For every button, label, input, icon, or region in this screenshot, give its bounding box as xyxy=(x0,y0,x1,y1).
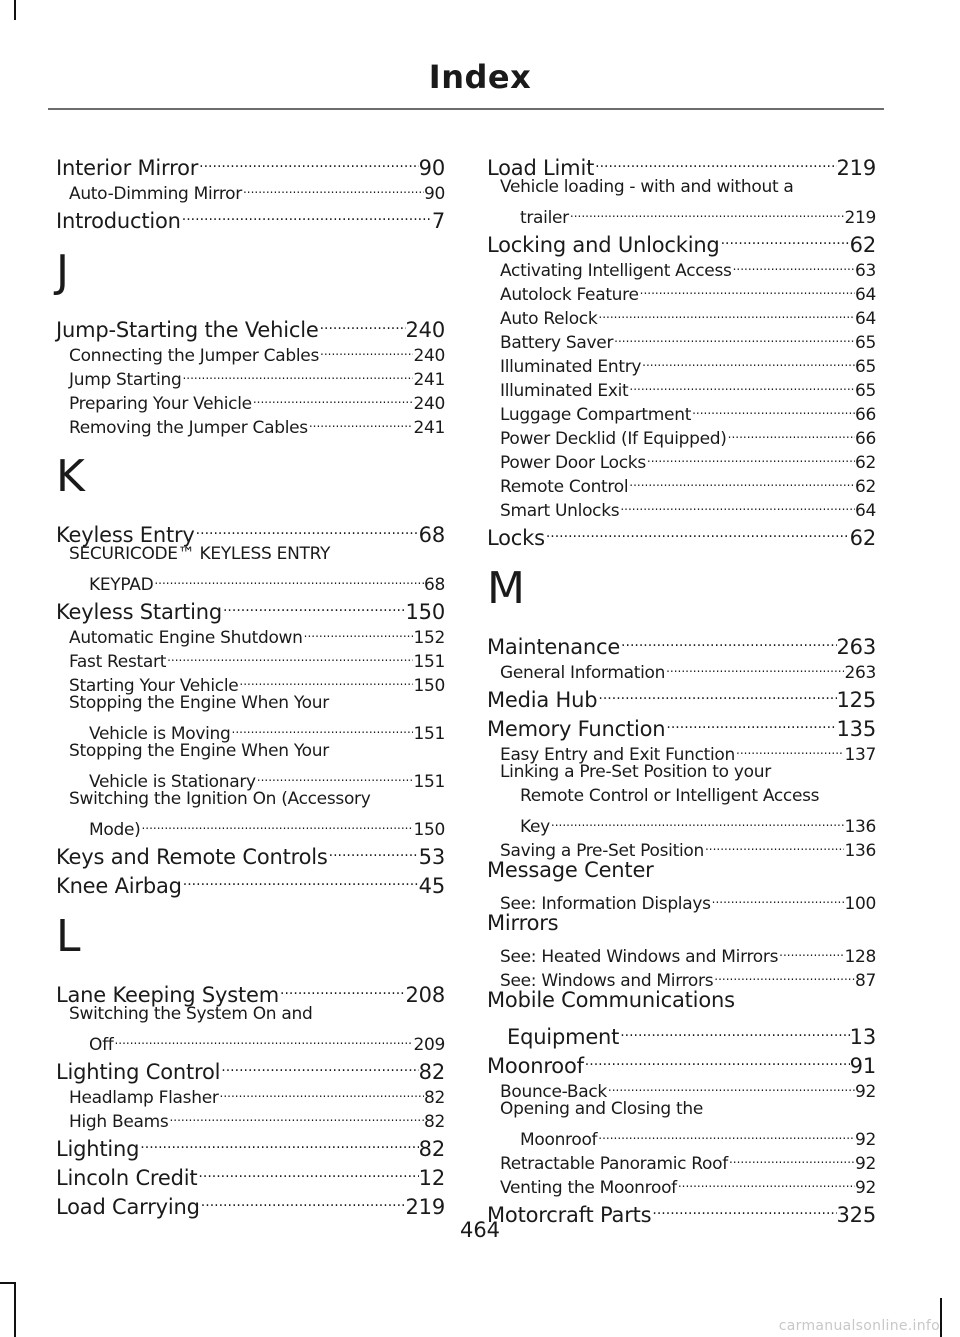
dot-leader xyxy=(732,252,855,276)
dot-leader xyxy=(646,444,855,468)
dot-leader xyxy=(569,199,845,223)
entry-label: See: Windows and Mirrors xyxy=(500,971,714,991)
index-subentry xyxy=(487,962,876,991)
dot-leader xyxy=(139,1127,418,1156)
entry-label: Locking and Unlocking xyxy=(487,233,720,257)
entry-page-number: 63 xyxy=(854,261,876,281)
index-subentry xyxy=(487,468,876,497)
entry-label: See: Heated Windows and Mirrors xyxy=(500,947,779,967)
index-entry xyxy=(487,707,876,741)
entry-label: Moonroof xyxy=(487,1054,584,1078)
entry-label: Luggage Compartment xyxy=(500,405,692,425)
dot-leader xyxy=(720,223,850,252)
index-subentry xyxy=(487,175,876,228)
index-column-left xyxy=(56,146,445,1219)
dot-leader xyxy=(319,337,413,361)
section-letter: L xyxy=(56,911,81,962)
dot-leader xyxy=(704,832,844,856)
entry-page-number: 136 xyxy=(844,841,876,861)
index-subentry xyxy=(487,324,876,353)
dot-leader xyxy=(303,619,414,643)
entry-label: Switching the Ignition On (Accessory xyxy=(69,789,371,809)
index-entry xyxy=(56,513,445,547)
index-subentry xyxy=(487,1145,876,1174)
entry-page-number: 91 xyxy=(849,1054,876,1078)
index-subentry xyxy=(487,300,876,329)
entry-page-number: 151 xyxy=(413,652,445,672)
entry-label: Smart Unlocks xyxy=(500,501,620,521)
index-entry xyxy=(487,516,876,550)
index-subentry xyxy=(487,736,876,765)
entry-label: SECURICODE™ KEYLESS ENTRY xyxy=(69,544,331,564)
entry-label: Mirrors xyxy=(487,911,559,935)
dot-leader xyxy=(665,707,836,736)
entry-page-number: 208 xyxy=(405,983,445,1007)
entry-page-number: 92 xyxy=(854,1154,876,1174)
entry-label: Vehicle is Moving xyxy=(89,724,231,744)
watermark: carmanualsonline.info xyxy=(778,1318,940,1334)
entry-label: Preparing Your Vehicle xyxy=(69,394,252,414)
entry-page-number: 137 xyxy=(844,745,876,765)
index-subentry xyxy=(56,667,445,696)
entry-page-number: 53 xyxy=(418,845,445,869)
entry-label: Venting the Moonroof xyxy=(500,1178,677,1198)
index-subentry xyxy=(56,643,445,672)
index-entry xyxy=(56,146,445,180)
entry-page-number: 240 xyxy=(413,394,445,414)
index-subentry xyxy=(487,348,876,377)
entry-label-continued xyxy=(69,1026,445,1055)
dot-leader xyxy=(198,146,419,175)
entry-label: Removing the Jumper Cables xyxy=(69,418,308,438)
entry-page-number: 12 xyxy=(418,1166,445,1190)
index-subentry xyxy=(56,619,445,648)
dot-leader xyxy=(607,1073,855,1097)
dot-leader xyxy=(665,654,844,678)
entry-label-continued xyxy=(500,199,876,228)
entry-page-number: 219 xyxy=(836,156,876,180)
crop-mark xyxy=(0,1282,16,1284)
dot-leader xyxy=(727,420,855,444)
index-subentry xyxy=(487,252,876,281)
entry-label-continued xyxy=(69,566,445,595)
index-subentry xyxy=(56,542,445,595)
entry-page-number: 65 xyxy=(854,333,876,353)
dot-leader xyxy=(238,667,413,691)
dot-leader xyxy=(231,715,414,739)
entry-page-number: 13 xyxy=(849,1025,876,1049)
entry-label: Opening and Closing the xyxy=(500,1099,704,1119)
entry-label: Interior Mirror xyxy=(56,156,199,180)
entry-page-number: 64 xyxy=(854,285,876,305)
entry-label: Retractable Panoramic Roof xyxy=(500,1154,728,1174)
entry-label: Motorcraft Parts xyxy=(487,1203,652,1227)
index-subentry xyxy=(487,372,876,401)
index-entry xyxy=(56,199,445,233)
dot-leader xyxy=(597,300,855,324)
entry-page-number: 45 xyxy=(418,874,445,898)
entry-label: Lincoln Credit xyxy=(56,1166,198,1190)
entry-label: Fast Restart xyxy=(69,652,167,672)
dot-leader xyxy=(195,513,419,542)
entry-label: Memory Function xyxy=(487,717,666,741)
entry-page-number: 219 xyxy=(844,208,876,228)
dot-leader xyxy=(641,348,855,372)
entry-label-continued xyxy=(69,763,445,792)
entry-label: Remote Control xyxy=(500,477,629,497)
entry-label: Keyless Entry xyxy=(56,523,195,547)
entry-label: Locks xyxy=(487,526,545,550)
index-subentry xyxy=(487,938,876,967)
entry-label: Bounce-Back xyxy=(500,1082,607,1102)
dot-leader xyxy=(182,864,419,893)
index-subentry xyxy=(487,492,876,521)
entry-label: Load Carrying xyxy=(56,1195,200,1219)
entry-label-continued xyxy=(69,715,445,744)
index-entry xyxy=(56,1050,445,1084)
index-subentry xyxy=(56,385,445,414)
index-subentry xyxy=(487,420,876,449)
entry-label: Maintenance xyxy=(487,635,621,659)
dot-leader xyxy=(620,625,836,654)
crop-mark xyxy=(14,1282,16,1337)
index-entry xyxy=(56,1185,445,1219)
dot-leader xyxy=(279,973,405,1002)
index-subentry xyxy=(56,787,445,840)
index-entry xyxy=(487,223,876,257)
entry-page-number: 68 xyxy=(423,575,445,595)
index-subentry xyxy=(56,739,445,792)
entry-page-number: 92 xyxy=(854,1178,876,1198)
entry-page-number: 128 xyxy=(844,947,876,967)
dot-leader xyxy=(613,324,855,348)
index-subentry xyxy=(487,654,876,683)
index-entry xyxy=(56,308,445,342)
entry-label-continued xyxy=(500,1121,876,1150)
dot-leader xyxy=(735,736,844,760)
entry-label: Auto Relock xyxy=(500,309,598,329)
index-entry xyxy=(487,678,876,712)
entry-label: Remote Control or Intelligent Access xyxy=(520,786,820,806)
entry-page-number: 100 xyxy=(844,894,876,914)
dot-leader xyxy=(222,590,406,619)
dot-leader xyxy=(545,516,850,545)
entry-label: Saving a Pre-Set Position xyxy=(500,841,704,861)
dot-leader xyxy=(691,396,855,420)
dot-leader xyxy=(628,372,855,396)
entry-page-number: 150 xyxy=(413,820,445,840)
dot-leader xyxy=(168,1103,424,1127)
index-column-right xyxy=(487,146,876,1227)
index-subentry xyxy=(487,832,876,861)
entry-page-number: 65 xyxy=(854,381,876,401)
entry-page-number: 240 xyxy=(413,346,445,366)
index-subentry xyxy=(56,361,445,390)
index-entry xyxy=(56,973,445,1007)
entry-label: Lighting Control xyxy=(56,1060,221,1084)
index-subentry xyxy=(487,1169,876,1198)
entry-page-number: 92 xyxy=(854,1082,876,1102)
entry-label: Mobile Communications xyxy=(487,988,735,1012)
entry-page-number: 82 xyxy=(423,1112,445,1132)
entry-page-number: 135 xyxy=(836,717,876,741)
entry-page-number: 240 xyxy=(405,318,445,342)
section-letter: K xyxy=(56,451,85,502)
entry-label: Switching the System On and xyxy=(69,1004,313,1024)
entry-label: Lane Keeping System xyxy=(56,983,280,1007)
entry-label: General Information xyxy=(500,663,666,683)
index-subentry xyxy=(487,1073,876,1102)
dot-leader xyxy=(619,1015,849,1044)
index-subentry xyxy=(56,409,445,438)
entry-label: Power Decklid (If Equipped) xyxy=(500,429,727,449)
entry-page-number: 90 xyxy=(423,184,445,204)
dot-leader xyxy=(639,276,855,300)
index-subentry xyxy=(56,1002,445,1055)
entry-page-number: 82 xyxy=(418,1137,445,1161)
index-subentry xyxy=(487,276,876,305)
dot-leader xyxy=(166,643,413,667)
entry-page-number: 62 xyxy=(854,453,876,473)
entry-label: Stopping the Engine When Your xyxy=(69,741,329,761)
dot-leader xyxy=(242,175,424,199)
dot-leader xyxy=(594,146,836,175)
index-subentry xyxy=(487,1097,876,1150)
crop-mark xyxy=(14,0,16,20)
index-subentry xyxy=(487,444,876,473)
entry-page-number: 68 xyxy=(418,523,445,547)
entry-label: Illuminated Exit xyxy=(500,381,629,401)
dot-leader xyxy=(220,1050,418,1079)
entry-page-number: 136 xyxy=(844,817,876,837)
dot-leader xyxy=(181,199,432,228)
entry-label: Moonroof xyxy=(520,1130,598,1150)
entry-page-number: 325 xyxy=(836,1203,876,1227)
entry-page-number: 92 xyxy=(854,1130,876,1150)
dot-leader xyxy=(319,308,406,337)
entry-label: Jump Starting xyxy=(69,370,182,390)
entry-page-number: 263 xyxy=(836,635,876,659)
entry-page-number: 64 xyxy=(854,309,876,329)
index-entry xyxy=(56,1156,445,1190)
entry-page-number: 87 xyxy=(854,971,876,991)
crop-mark xyxy=(940,1298,942,1337)
dot-leader xyxy=(677,1169,855,1193)
entry-label: Stopping the Engine When Your xyxy=(69,693,329,713)
dot-leader xyxy=(711,885,845,909)
index-subentry xyxy=(487,885,876,914)
entry-page-number: 150 xyxy=(405,600,445,624)
index-subentry xyxy=(56,1079,445,1108)
entry-page-number: 151 xyxy=(413,724,445,744)
entry-page-number: 64 xyxy=(854,501,876,521)
entry-page-number: 65 xyxy=(854,357,876,377)
entry-label: Power Door Locks xyxy=(500,453,646,473)
entry-page-number: 90 xyxy=(418,156,445,180)
entry-page-number: 125 xyxy=(836,688,876,712)
index-entry xyxy=(487,909,876,938)
entry-page-number: 62 xyxy=(849,526,876,550)
entry-label: Introduction xyxy=(56,209,181,233)
dot-leader xyxy=(153,566,424,590)
dot-leader xyxy=(140,811,413,835)
dot-leader xyxy=(597,678,836,707)
entry-label: Vehicle loading - with and without a xyxy=(500,177,794,197)
entry-label: Load Limit xyxy=(487,156,595,180)
entry-label: High Beams xyxy=(69,1112,169,1132)
index-entry xyxy=(56,590,445,624)
entry-label: Linking a Pre-Set Position to your xyxy=(500,762,771,782)
entry-label: Headlamp Flasher xyxy=(69,1088,219,1108)
dot-leader xyxy=(597,1121,855,1145)
entry-label: Vehicle is Stationary xyxy=(89,772,256,792)
dot-leader xyxy=(308,409,414,433)
entry-label: Auto-Dimming Mirror xyxy=(69,184,242,204)
entry-page-number: 219 xyxy=(405,1195,445,1219)
entry-label: Mode) xyxy=(89,820,141,840)
entry-page-number: 241 xyxy=(413,370,445,390)
dot-leader xyxy=(328,835,419,864)
entry-label: Key xyxy=(520,817,550,837)
index-subentry xyxy=(56,175,445,204)
dot-leader xyxy=(113,1026,413,1050)
section-letter: J xyxy=(56,246,69,297)
dot-leader xyxy=(728,1145,855,1169)
entry-label: Keys and Remote Controls xyxy=(56,845,328,869)
entry-label: Connecting the Jumper Cables xyxy=(69,346,319,366)
entry-page-number: 82 xyxy=(418,1060,445,1084)
entry-page-number: 241 xyxy=(413,418,445,438)
dot-leader xyxy=(619,492,855,516)
dot-leader xyxy=(219,1079,424,1103)
index-entry xyxy=(56,1127,445,1161)
entry-label: Keyless Starting xyxy=(56,600,222,624)
entry-label-continued xyxy=(500,808,876,837)
index-entry xyxy=(487,625,876,659)
entry-page-number: 62 xyxy=(854,477,876,497)
section-letter: M xyxy=(487,563,525,614)
entry-label: Jump-Starting the Vehicle xyxy=(56,318,319,342)
entry-label: Off xyxy=(89,1035,114,1055)
index-entry xyxy=(56,864,445,898)
entry-label: Lighting xyxy=(56,1137,140,1161)
index-entry xyxy=(56,835,445,869)
index-entry xyxy=(487,146,876,180)
entry-label: Illuminated Entry xyxy=(500,357,642,377)
index-subentry xyxy=(56,691,445,744)
entry-page-number: 62 xyxy=(849,233,876,257)
entry-label: Message Center xyxy=(487,858,654,882)
entry-label: Knee Airbag xyxy=(56,874,182,898)
entry-label: trailer xyxy=(520,208,569,228)
dot-leader xyxy=(713,962,855,986)
dot-leader xyxy=(200,1185,406,1214)
entry-page-number: 82 xyxy=(423,1088,445,1108)
dot-leader xyxy=(584,1044,850,1073)
entry-page-number: 209 xyxy=(413,1035,445,1055)
entry-page-number: 66 xyxy=(854,405,876,425)
dot-leader xyxy=(197,1156,418,1185)
dot-leader xyxy=(778,938,844,962)
page-title: Index xyxy=(428,58,532,96)
entry-page-number: 150 xyxy=(413,676,445,696)
index-subentry xyxy=(487,760,876,837)
entry-label: Media Hub xyxy=(487,688,598,712)
page-number: 464 xyxy=(459,1218,501,1242)
dot-leader xyxy=(252,385,414,409)
entry-label: Activating Intelligent Access xyxy=(500,261,732,281)
entry-label-continued xyxy=(487,1015,876,1049)
entry-label: Autolock Feature xyxy=(500,285,639,305)
index-subentry xyxy=(56,1103,445,1132)
entry-page-number: 151 xyxy=(413,772,445,792)
entry-page-number: 66 xyxy=(854,429,876,449)
index-entry xyxy=(487,856,876,885)
entry-label: Equipment xyxy=(507,1025,620,1049)
entry-label: See: Information Displays xyxy=(500,894,711,914)
index-entry xyxy=(487,986,876,1049)
entry-label-continued xyxy=(69,811,445,840)
index-subentry xyxy=(487,396,876,425)
entry-label: Battery Saver xyxy=(500,333,614,353)
entry-label: Automatic Engine Shutdown xyxy=(69,628,303,648)
dot-leader xyxy=(181,361,413,385)
entry-page-number: 7 xyxy=(431,209,445,233)
dot-leader xyxy=(628,468,855,492)
header-divider xyxy=(48,108,884,110)
index-entry xyxy=(487,1044,876,1078)
entry-page-number: 263 xyxy=(844,663,876,683)
dot-leader xyxy=(550,808,845,832)
dot-leader xyxy=(256,763,414,787)
entry-label: Starting Your Vehicle xyxy=(69,676,239,696)
entry-page-number: 152 xyxy=(413,628,445,648)
index-subentry xyxy=(56,337,445,366)
entry-label: KEYPAD xyxy=(89,575,154,595)
entry-label: Easy Entry and Exit Function xyxy=(500,745,736,765)
